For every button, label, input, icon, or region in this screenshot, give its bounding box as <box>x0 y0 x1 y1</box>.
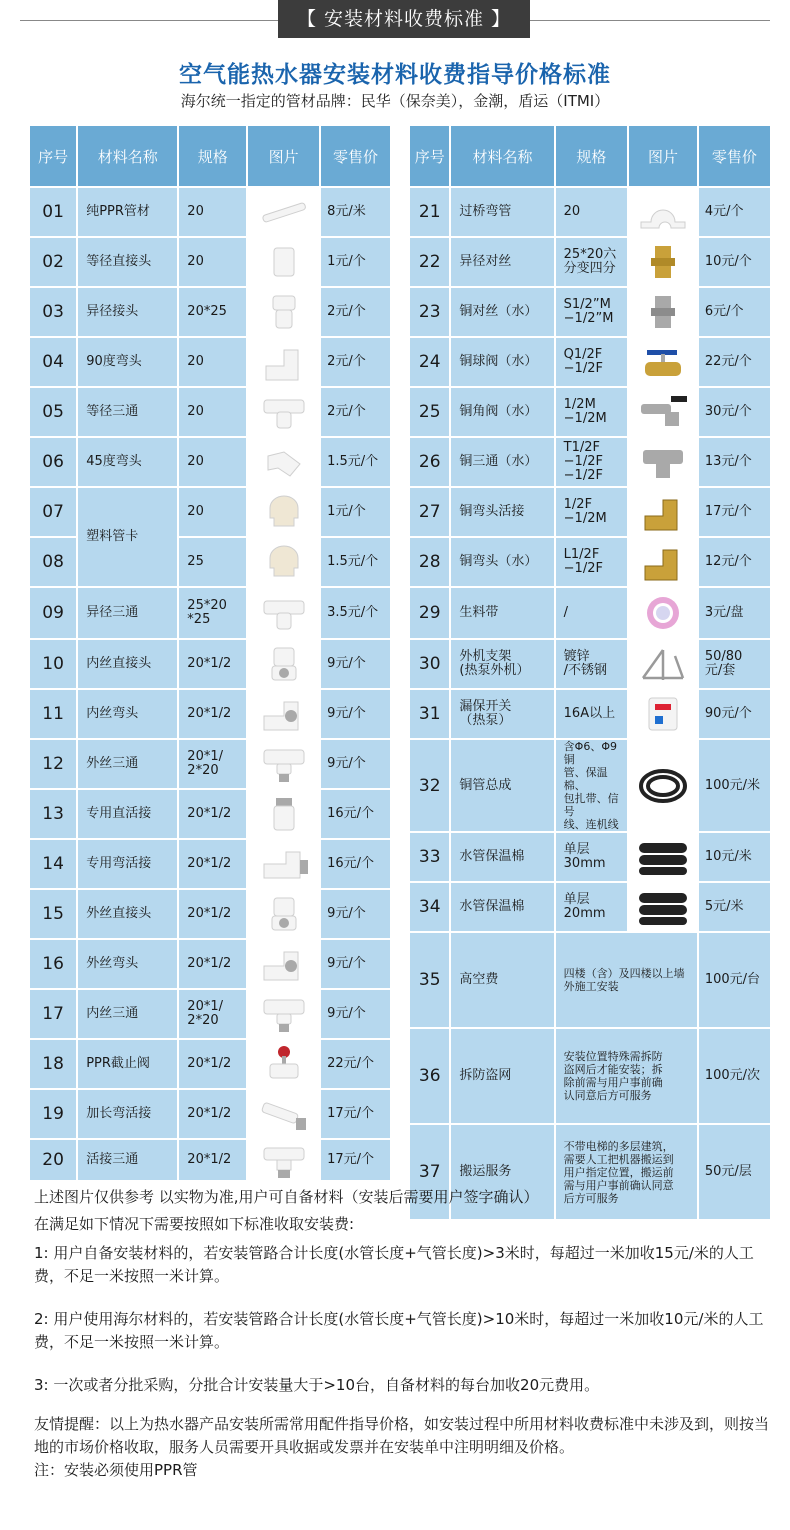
tee-icon <box>248 388 319 436</box>
banner-left-rule <box>20 20 278 21</box>
tape-icon <box>629 588 697 638</box>
retail-price: 1.5元/个 <box>321 538 390 586</box>
table-row <box>410 740 770 831</box>
material-name: 加长弯活接 <box>78 1090 177 1138</box>
material-name: 等径三通 <box>78 388 177 436</box>
clip-icon <box>256 542 312 582</box>
row-number: 29 <box>410 588 449 638</box>
material-name: 90度弯头 <box>78 338 177 386</box>
retail-price: 17元/个 <box>321 1140 390 1180</box>
material-spec: 25 <box>179 538 246 586</box>
insulation-icon <box>635 837 691 877</box>
table-row <box>30 1090 390 1138</box>
union-icon <box>256 794 312 834</box>
row-number: 31 <box>410 690 449 738</box>
material-spec: 20 <box>179 388 246 436</box>
retail-price: 1元/个 <box>321 238 390 286</box>
material-spec: 安装位置特殊需拆防 盗网后才能安装；拆 除前需与用户事前确 认同意后方可服务 <box>556 1029 697 1123</box>
row-number: 02 <box>30 238 76 286</box>
material-name: 水管保温棉 <box>451 883 553 931</box>
copper-elbow-icon <box>635 542 691 582</box>
threaded-coupling-icon <box>248 640 319 688</box>
header-name: 材料名称 <box>78 126 177 186</box>
material-spec: 四楼（含）及四楼以上墙 外施工安装 <box>556 933 697 1027</box>
row-number: 21 <box>410 188 449 236</box>
retail-price: 9元/个 <box>321 940 390 988</box>
ball-valve-icon <box>629 338 697 386</box>
insulation-icon <box>629 883 697 931</box>
threaded-coupling-icon <box>256 894 312 934</box>
long-union-icon <box>256 1094 312 1134</box>
pipe-icon <box>248 188 319 236</box>
table-row <box>30 288 390 336</box>
table-row <box>30 488 390 536</box>
material-name: 铜角阀（水） <box>451 388 553 436</box>
material-spec: 25*20 *25 <box>179 588 246 638</box>
threaded-elbow-icon <box>248 940 319 988</box>
table-row <box>410 690 770 738</box>
material-name: 外机支架 (热泵外机） <box>451 640 553 688</box>
retail-price: 17元/个 <box>321 1090 390 1138</box>
elbow45-icon <box>248 438 319 486</box>
notes-section <box>34 1186 774 1482</box>
row-number: 17 <box>30 990 76 1038</box>
retail-price: 16元/个 <box>321 840 390 888</box>
copper-nipple-icon <box>635 292 691 332</box>
material-spec: 单层30mm <box>556 833 628 881</box>
row-number: 14 <box>30 840 76 888</box>
retail-price: 100元/次 <box>699 1029 770 1123</box>
insulation-icon <box>629 833 697 881</box>
table-row <box>30 840 390 888</box>
row-number: 24 <box>410 338 449 386</box>
material-spec: 20 <box>179 338 246 386</box>
union-elbow-icon <box>256 844 312 884</box>
threaded-tee-icon <box>248 740 319 788</box>
retail-price: 100元/米 <box>699 740 770 831</box>
material-name: 外丝三通 <box>78 740 177 788</box>
material-spec: 含Φ6、Φ9铜 管、保温棉、 包扎带、信号 线、连机线 <box>556 740 628 831</box>
table-row <box>410 188 770 236</box>
retail-price: 22元/个 <box>699 338 770 386</box>
tee-icon <box>248 588 319 638</box>
insulation-icon <box>635 887 691 927</box>
threaded-elbow-icon <box>256 944 312 984</box>
page-title: 空气能热水器安装材料收费指导价格标准 <box>179 62 611 88</box>
copper-elbow-icon <box>629 538 697 586</box>
retail-price: 10元/米 <box>699 833 770 881</box>
material-spec: 20*1/2 <box>179 940 246 988</box>
copper-tee-icon <box>629 438 697 486</box>
material-spec: 20 <box>179 488 246 536</box>
union-elbow-icon <box>248 840 319 888</box>
material-name: 拆防盗网 <box>451 1029 553 1123</box>
retail-price: 9元/个 <box>321 690 390 738</box>
material-name: 异径接头 <box>78 288 177 336</box>
table-row <box>410 640 770 688</box>
bridge-pipe-icon <box>635 192 691 232</box>
threaded-coupling-icon <box>248 890 319 938</box>
material-spec: 1/2F −1/2M <box>556 488 628 536</box>
material-name: 搬运服务 <box>451 1125 553 1219</box>
tee-icon <box>256 593 312 633</box>
retail-price: 6元/个 <box>699 288 770 336</box>
elbow-icon <box>248 338 319 386</box>
material-name: 45度弯头 <box>78 438 177 486</box>
clip-icon <box>256 492 312 532</box>
material-name: 生料带 <box>451 588 553 638</box>
retail-price: 2元/个 <box>321 288 390 336</box>
table-row <box>30 338 390 386</box>
material-spec: / <box>556 588 628 638</box>
material-spec: T1/2F −1/2F −1/2F <box>556 438 628 486</box>
banner-right-rule <box>530 20 770 21</box>
header-spec: 规格 <box>179 126 246 186</box>
material-spec: 20*1/2 <box>179 1140 246 1180</box>
row-number: 09 <box>30 588 76 638</box>
retail-price: 1.5元/个 <box>321 438 390 486</box>
material-spec: 20*1/2 <box>179 890 246 938</box>
notes-disclaimer: 上述图片仅供参考 以实物为准,用户可自备材料（安装后需要用户签字确认） <box>34 1188 539 1206</box>
row-number: 19 <box>30 1090 76 1138</box>
material-spec: 20 <box>556 188 628 236</box>
coupling-icon <box>256 242 312 282</box>
table-row <box>410 1029 770 1123</box>
material-name: 内丝直接头 <box>78 640 177 688</box>
brass-nipple-icon <box>629 238 697 286</box>
threaded-tee-icon <box>256 744 312 784</box>
table-row <box>30 1140 390 1180</box>
header-image: 图片 <box>629 126 697 186</box>
retail-price: 17元/个 <box>699 488 770 536</box>
table-row <box>30 640 390 688</box>
material-spec: 20 <box>179 438 246 486</box>
material-spec: 不带电梯的多层建筑， 需要人工把机器搬运到 用户指定位置，搬运前 需与用户事前确认同意 后方可服务 <box>556 1125 697 1219</box>
notes-reminder: 友情提醒：以上为热水器产品安装所需常用配件指导价格，如安装过程中所用材料收费标准中未涉及到，则按当地的市场价格收取，服务人员需要开具收据或发票并在安装单中注明明细及价格。 <box>34 1415 770 1456</box>
material-name: 水管保温棉 <box>451 833 553 881</box>
material-spec: 镀锌 /不锈钢 <box>556 640 628 688</box>
banner-label: 【 安装材料收费标准 】 <box>278 0 530 38</box>
angle-valve-icon <box>635 392 691 432</box>
table-row <box>30 790 390 838</box>
material-name: 铜弯头（水） <box>451 538 553 586</box>
bracket-icon <box>635 644 691 684</box>
copper-tee-icon <box>635 442 691 482</box>
row-number: 18 <box>30 1040 76 1088</box>
material-name: 铜弯头活接 <box>451 488 553 536</box>
table-row <box>30 388 390 436</box>
stop-valve-icon <box>256 1044 312 1084</box>
table-row <box>30 588 390 638</box>
retail-price: 3.5元/个 <box>321 588 390 638</box>
material-spec: 20*1/2 <box>179 1090 246 1138</box>
material-spec: L1/2F −1/2F <box>556 538 628 586</box>
notes-item-3: 3: 一次或者分批采购，分批合计安装量大于>10台，自备材料的每台加收20元费用。 <box>34 1376 600 1394</box>
row-number: 04 <box>30 338 76 386</box>
union-icon <box>248 790 319 838</box>
tee-icon <box>256 392 312 432</box>
material-name: 铜三通（水） <box>451 438 553 486</box>
copper-elbow-icon <box>635 492 691 532</box>
row-number: 34 <box>410 883 449 931</box>
clip-icon <box>248 538 319 586</box>
row-number: 16 <box>30 940 76 988</box>
material-spec: 单层20mm <box>556 883 628 931</box>
retail-price: 5元/米 <box>699 883 770 931</box>
row-number: 06 <box>30 438 76 486</box>
material-name: 外丝弯头 <box>78 940 177 988</box>
material-spec: 20*1/2 <box>179 790 246 838</box>
retail-price: 30元/个 <box>699 388 770 436</box>
table-row <box>410 833 770 881</box>
material-name: 铜管总成 <box>451 740 553 831</box>
threaded-elbow-icon <box>248 690 319 738</box>
material-name: 内丝弯头 <box>78 690 177 738</box>
union-tee-icon <box>248 1140 319 1180</box>
material-spec: 20*1/2 <box>179 1040 246 1088</box>
material-spec: 20*1/2 <box>179 840 246 888</box>
table-header-row <box>410 126 770 186</box>
brass-nipple-icon <box>635 242 691 282</box>
material-spec: 20*1/ 2*20 <box>179 990 246 1038</box>
material-name: 专用弯活接 <box>78 840 177 888</box>
row-number: 37 <box>410 1125 449 1219</box>
row-number: 25 <box>410 388 449 436</box>
row-number: 33 <box>410 833 449 881</box>
retail-price: 50/80 元/套 <box>699 640 770 688</box>
threaded-coupling-icon <box>256 644 312 684</box>
material-name: 外丝直接头 <box>78 890 177 938</box>
reducer-icon <box>256 292 312 332</box>
row-number: 15 <box>30 890 76 938</box>
material-name: 异径对丝 <box>451 238 553 286</box>
notes-item-2: 2: 用户使用海尔材料的，若安装管路合计长度(水管长度+气管长度)>10米时，每超过一米加收10元/米的人工费，不足一米按照一米计算。 <box>34 1310 764 1351</box>
table-row <box>410 338 770 386</box>
material-spec: 20 <box>179 188 246 236</box>
pipe-icon <box>256 192 312 232</box>
ball-valve-icon <box>635 342 691 382</box>
material-spec: 20*1/2 <box>179 690 246 738</box>
retail-price: 1元/个 <box>321 488 390 536</box>
row-number: 36 <box>410 1029 449 1123</box>
retail-price: 3元/盘 <box>699 588 770 638</box>
header-spec: 规格 <box>556 126 628 186</box>
copper-elbow-icon <box>629 488 697 536</box>
retail-price: 9元/个 <box>321 640 390 688</box>
notes-footnote: 注：安装必须使用PPR管 <box>34 1461 198 1479</box>
row-number: 30 <box>410 640 449 688</box>
header-name: 材料名称 <box>451 126 553 186</box>
retail-price: 9元/个 <box>321 890 390 938</box>
table-row <box>30 740 390 788</box>
table-row <box>410 588 770 638</box>
table-row <box>30 940 390 988</box>
material-name: 塑料管卡 <box>78 488 177 586</box>
row-number: 03 <box>30 288 76 336</box>
header-no: 序号 <box>410 126 449 186</box>
clip-icon <box>248 488 319 536</box>
retail-price: 9元/个 <box>321 740 390 788</box>
stop-valve-icon <box>248 1040 319 1088</box>
row-number: 32 <box>410 740 449 831</box>
retail-price: 2元/个 <box>321 388 390 436</box>
row-number: 22 <box>410 238 449 286</box>
row-number: 12 <box>30 740 76 788</box>
material-spec: 16A以上 <box>556 690 628 738</box>
price-table-right <box>408 124 772 1221</box>
bracket-icon <box>629 640 697 688</box>
hose-icon <box>629 740 697 831</box>
long-union-icon <box>248 1090 319 1138</box>
material-spec: 25*20六 分变四分 <box>556 238 628 286</box>
row-number: 20 <box>30 1140 76 1180</box>
material-spec: 20*1/2 <box>179 640 246 688</box>
row-number: 11 <box>30 690 76 738</box>
retail-price: 13元/个 <box>699 438 770 486</box>
threaded-tee-icon <box>256 994 312 1034</box>
brand-subtitle: 海尔统一指定的管材品牌：民华（保奈美），金潮，盾运（ITMI） <box>180 92 610 110</box>
row-number: 13 <box>30 790 76 838</box>
retail-price: 2元/个 <box>321 338 390 386</box>
breaker-icon <box>635 694 691 734</box>
row-number: 10 <box>30 640 76 688</box>
retail-price: 8元/米 <box>321 188 390 236</box>
row-number: 35 <box>410 933 449 1027</box>
table-row <box>30 188 390 236</box>
table-row <box>410 883 770 931</box>
table-header-row <box>30 126 390 186</box>
material-name: 过桥弯管 <box>451 188 553 236</box>
notes-item-1: 1: 用户自备安装材料的，若安装管路合计长度(水管长度+气管长度)>3米时，每超过一米加收15元/米的人工费，不足一米按照一米计算。 <box>34 1244 754 1285</box>
row-number: 08 <box>30 538 76 586</box>
table-row <box>410 538 770 586</box>
retail-price: 16元/个 <box>321 790 390 838</box>
table-row <box>30 690 390 738</box>
table-row <box>30 890 390 938</box>
row-number: 05 <box>30 388 76 436</box>
material-spec: S1/2”M −1/2”M <box>556 288 628 336</box>
table-row <box>30 238 390 286</box>
table-row <box>30 990 390 1038</box>
copper-nipple-icon <box>629 288 697 336</box>
material-name: 铜球阀（水） <box>451 338 553 386</box>
retail-price: 90元/个 <box>699 690 770 738</box>
material-spec: 20 <box>179 238 246 286</box>
material-name: 等径直接头 <box>78 238 177 286</box>
material-name: 活接三通 <box>78 1140 177 1180</box>
material-spec: 1/2M −1/2M <box>556 388 628 436</box>
bridge-pipe-icon <box>629 188 697 236</box>
retail-price: 22元/个 <box>321 1040 390 1088</box>
retail-price: 12元/个 <box>699 538 770 586</box>
coupling-icon <box>248 238 319 286</box>
material-spec: 20*25 <box>179 288 246 336</box>
price-table-left <box>28 124 392 1182</box>
material-name: 内丝三通 <box>78 990 177 1038</box>
elbow45-icon <box>256 442 312 482</box>
table-row <box>410 388 770 436</box>
section-banner <box>0 0 790 42</box>
notes-conditions-intro: 在满足如下情况下需要按照如下标准收取安装费: <box>34 1215 355 1233</box>
row-number: 01 <box>30 188 76 236</box>
table-row <box>410 238 770 286</box>
material-name: 异径三通 <box>78 588 177 638</box>
breaker-icon <box>629 690 697 738</box>
material-spec: Q1/2F −1/2F <box>556 338 628 386</box>
table-row <box>30 438 390 486</box>
hose-icon <box>635 766 691 806</box>
row-number: 28 <box>410 538 449 586</box>
header-image: 图片 <box>248 126 319 186</box>
table-row <box>410 488 770 536</box>
material-name: 漏保开关 （热泵） <box>451 690 553 738</box>
table-row <box>410 933 770 1027</box>
row-number: 26 <box>410 438 449 486</box>
retail-price: 10元/个 <box>699 238 770 286</box>
material-name: 专用直活接 <box>78 790 177 838</box>
threaded-tee-icon <box>248 990 319 1038</box>
table-row <box>30 1040 390 1088</box>
material-name: 高空费 <box>451 933 553 1027</box>
retail-price: 9元/个 <box>321 990 390 1038</box>
threaded-elbow-icon <box>256 694 312 734</box>
elbow-icon <box>256 342 312 382</box>
retail-price: 100元/台 <box>699 933 770 1027</box>
header-price: 零售价 <box>321 126 390 186</box>
retail-price: 4元/个 <box>699 188 770 236</box>
header-no: 序号 <box>30 126 76 186</box>
table-row <box>410 288 770 336</box>
material-name: 纯PPR管材 <box>78 188 177 236</box>
reducer-icon <box>248 288 319 336</box>
tape-icon <box>635 593 691 633</box>
table-row <box>410 438 770 486</box>
header-price: 零售价 <box>699 126 770 186</box>
union-tee-icon <box>256 1140 312 1180</box>
material-name: PPR截止阀 <box>78 1040 177 1088</box>
row-number: 23 <box>410 288 449 336</box>
row-number: 27 <box>410 488 449 536</box>
angle-valve-icon <box>629 388 697 436</box>
material-name: 铜对丝（水） <box>451 288 553 336</box>
row-number: 07 <box>30 488 76 536</box>
material-spec: 20*1/ 2*20 <box>179 740 246 788</box>
retail-price: 50元/层 <box>699 1125 770 1219</box>
